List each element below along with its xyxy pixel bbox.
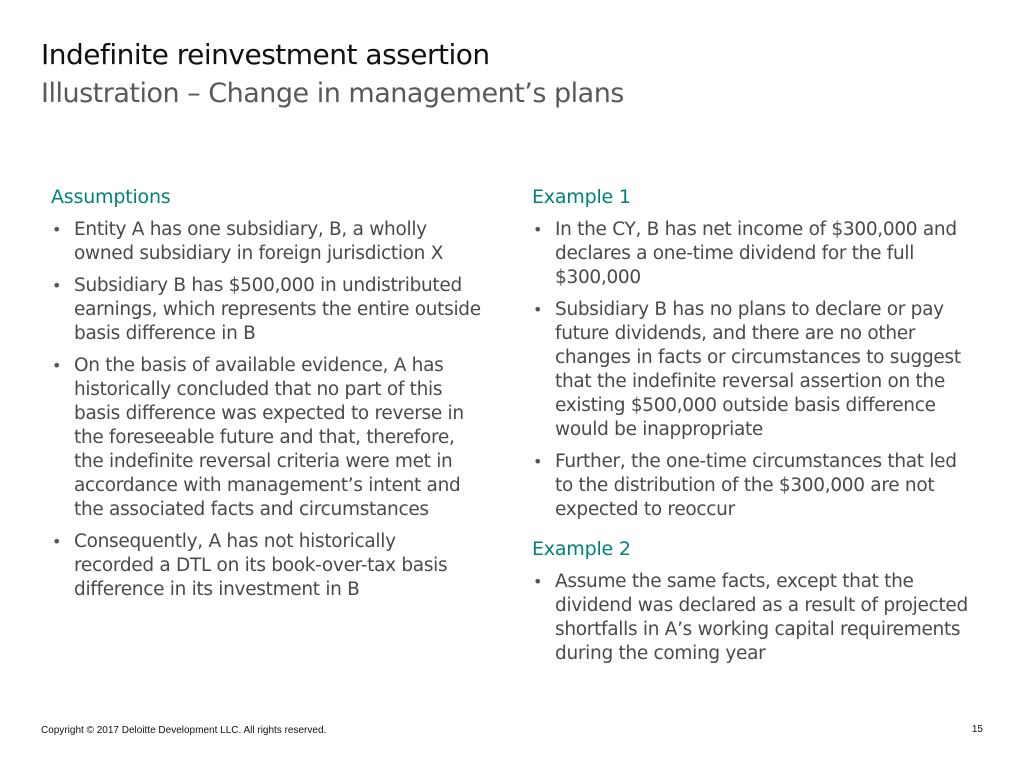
bullet-text: On the basis of available evidence, A has historically concluded that no part of this basis difference was expected to reverse in the foreseeable future and that, therefore, the indefinite reversal criteria were met in accordance with management’s intent and the associated facts and circumstances [74,355,464,520]
example-1-heading: Example 1 [532,186,631,208]
example-1-list [532,218,977,522]
list-item [51,218,481,266]
list-item [532,218,977,290]
bullet-text: Consequently, A has not historically recorded a DTL on its book-over-tax basis difference in its investment in B [74,531,448,600]
list-item [532,570,977,666]
bullet-text: Entity A has one subsidiary, B, a wholly owned subsidiary in foreign jurisdiction X [74,219,444,264]
assumptions-heading: Assumptions [51,186,171,208]
examples-column [532,184,977,674]
list-item [51,274,481,346]
example-2-list [532,570,977,666]
slide-subtitle: Illustration – Change in management’s plans [41,78,624,109]
bullet-icon: • [533,300,543,319]
bullet-text: Assume the same facts, except that the dividend was declared as a result of projected shortfalls in A’s working capital requirements during the coming year [555,571,968,664]
bullet-text: Subsidiary B has no plans to declare or pay future dividends, and there are no other changes in facts or circumstances to suggest that the indefinite reversal assertion on the existing $500,000 outside basis difference would be inappropriate [555,299,961,440]
slide-title: Indefinite reinvestment assertion [41,38,490,71]
bullet-icon: • [533,452,543,471]
bullet-icon: • [533,572,543,591]
assumptions-column [51,184,481,610]
bullet-text: Further, the one-time circumstances that led to the distribution of the $300,000 are not expected to reoccur [555,451,957,520]
bullet-icon: • [52,220,62,239]
bullet-icon: • [52,276,62,295]
bullet-text: Subsidiary B has $500,000 in undistributed earnings, which represents the entire outside basis difference in B [74,275,481,344]
bullet-icon: • [52,532,62,551]
bullet-text: In the CY, B has net income of $300,000 and declares a one-time dividend for the full $300,000 [555,219,957,288]
assumptions-list [51,218,481,602]
list-item [532,450,977,522]
bullet-icon: • [52,356,62,375]
example-2-heading: Example 2 [532,538,631,560]
list-item [51,354,481,522]
page-number: 15 [971,724,983,735]
footer-copyright: Copyright © 2017 Deloitte Development LLC. All rights reserved. [41,725,327,736]
list-item [532,298,977,442]
bullet-icon: • [533,220,543,239]
list-item [51,530,481,602]
